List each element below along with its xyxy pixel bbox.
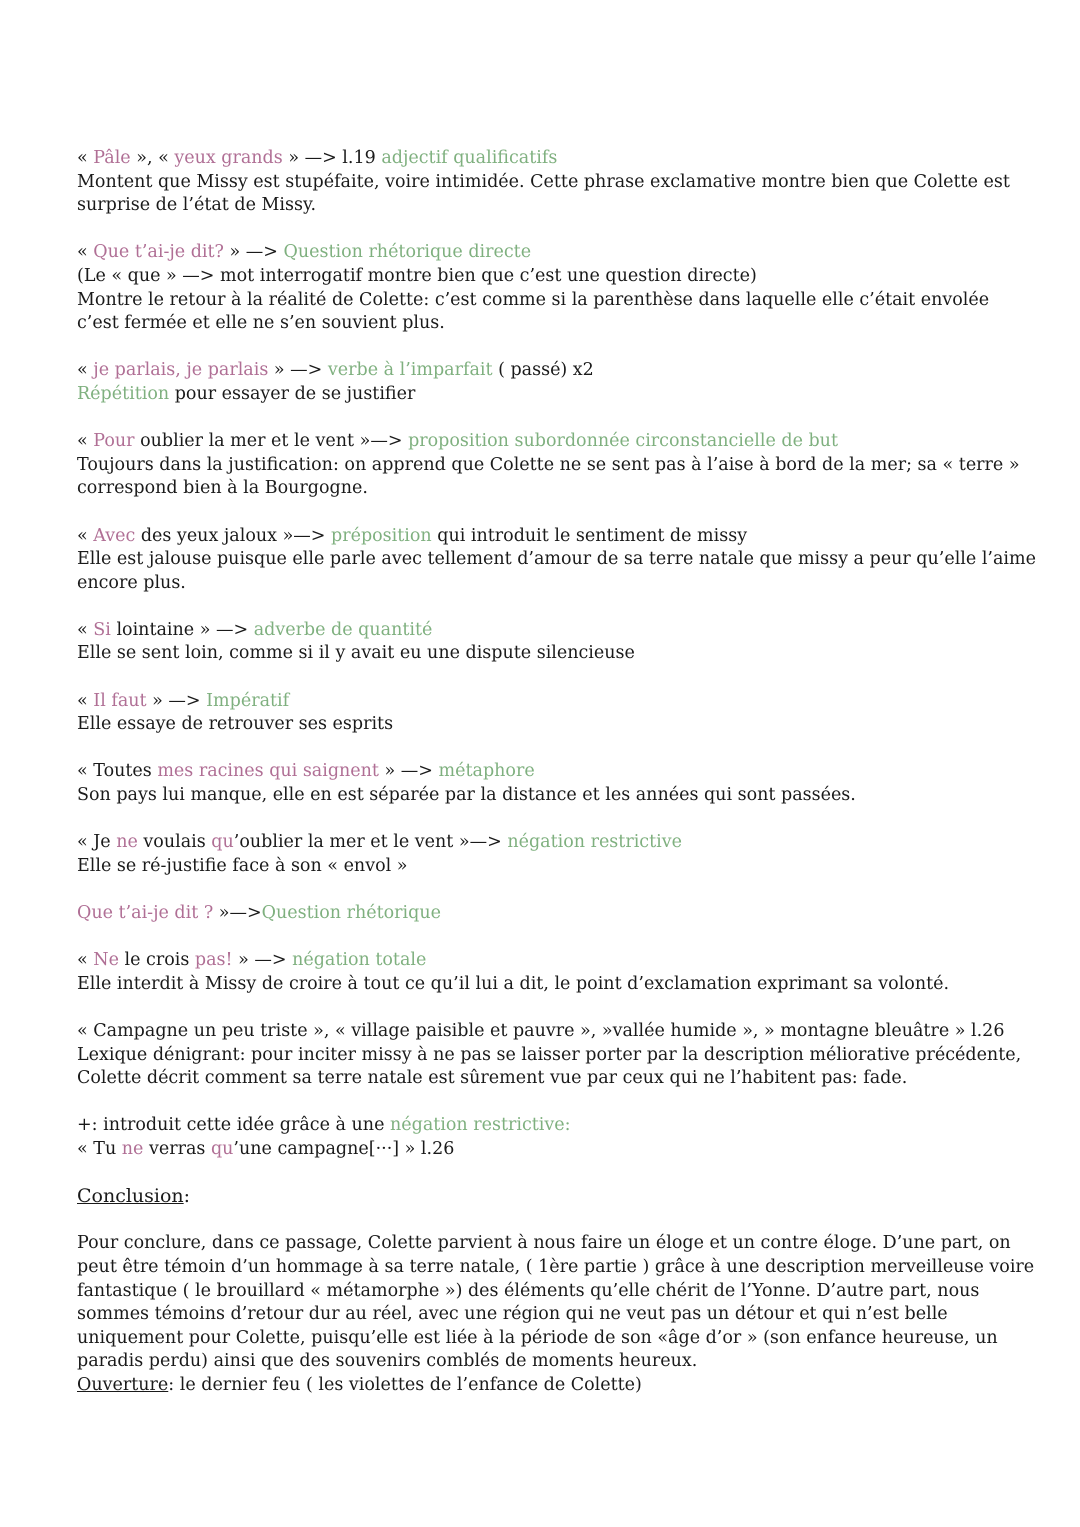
conclusion-title: Conclusion: [77, 1185, 184, 1208]
analysis-block-parlais: [77, 359, 1012, 406]
quote-text: oublier la mer et le vent »—>: [134, 431, 409, 452]
figure-label: préposition: [331, 525, 432, 546]
conclusion-line: Pour conclure, dans ce passage, Colette parvient à nous faire un éloge et un contre éloge. D’une part, on: [77, 1233, 1011, 1254]
explanation-line: Toujours dans la justification: on apprend que Colette ne se sent pas à l’aise à bord de la mer; sa « terre »: [77, 454, 1020, 475]
quote-line: [77, 525, 1012, 549]
figure-label: Impératif: [206, 690, 290, 711]
figure-label: négation totale: [292, 950, 427, 971]
arrow: » —>: [232, 950, 293, 971]
figure-label: adjectif qualificatifs: [381, 148, 558, 168]
quote-line: [77, 241, 1012, 265]
quote-il-faut: Il faut: [93, 690, 147, 711]
conclusion-line: uniquement pour Colette, puisqu’elle est liée à la période de son «âge d’or » (son enfance heureuse, un: [77, 1327, 998, 1348]
quote-mark: «: [77, 950, 94, 971]
explanation-line: Elle se ré-justifie face à son « envol »: [77, 855, 408, 876]
figure-label: proposition subordonnée circonstancielle de but: [408, 431, 838, 452]
quote-line: [77, 949, 1012, 973]
explanation-text: pour essayer de se justifier: [169, 383, 416, 404]
explanation-line: encore plus.: [77, 572, 186, 593]
quote-text: des yeux jaloux »—>: [135, 525, 332, 546]
explanation-line: Colette décrit comment sa terre natale est sûrement vue par ceux qui ne l’habitent pas: fade.: [77, 1068, 908, 1089]
arrow: » —>: [268, 360, 328, 381]
arrow: »—>: [213, 903, 262, 923]
analysis-block-question-2: [77, 902, 1012, 926]
quote-avec: Avec: [93, 525, 136, 546]
explanation-text: +: introduit cette idée grâce à une: [77, 1115, 390, 1136]
quote-mark: «: [77, 242, 94, 263]
quote-line: [77, 359, 1012, 383]
quote-mark: «: [77, 360, 94, 381]
quote-mark: «: [77, 525, 94, 546]
quote-que-tai-je-dit: Que t’ai-je dit ?: [77, 903, 214, 923]
figure-label: Répétition: [77, 383, 170, 404]
figure-label: Question rhétorique: [261, 903, 441, 923]
analysis-block-racines: [77, 760, 1012, 807]
note: ( passé) x2: [492, 360, 594, 381]
explanation-text: qui introduit le sentiment de missy: [431, 525, 748, 546]
ouverture-text: : le dernier feu ( les violettes de l’enfance de Colette): [168, 1374, 642, 1395]
quote-line: [77, 902, 1012, 926]
analysis-block-pour: [77, 430, 1020, 501]
ouverture-line: [77, 1374, 1012, 1398]
figure-label: verbe à l’imparfait: [327, 360, 493, 381]
quote-separator: », «: [130, 148, 175, 168]
arrow: » —>: [378, 761, 439, 782]
quote-line: [77, 831, 1012, 855]
analysis-block-pale: [77, 147, 1012, 218]
conclusion-line: fantastique ( le brouillard « métamorphe ») des éléments qu’elle chérit de l’Yonne. D’autre part, nous: [77, 1280, 980, 1301]
quote-yeux-grands: yeux grands: [174, 148, 283, 168]
arrow: » —>: [146, 690, 207, 711]
negation-ne: Ne: [93, 950, 119, 971]
analysis-block-campagne: [77, 1020, 1022, 1091]
negation-qu: qu: [211, 832, 234, 853]
figure-label: métaphore: [438, 761, 535, 782]
quote-line: « Campagne un peu triste », « village paisible et pauvre », »vallée humide », » montagne bleuâtre » l.26: [77, 1020, 1005, 1041]
quote-line: [77, 760, 1012, 784]
quote-text: voulais: [137, 832, 212, 853]
quote-pour: Pour: [93, 431, 135, 452]
negation-pas: pas!: [194, 950, 233, 971]
quote-mark: «: [77, 431, 94, 452]
quote-je-parlais: je parlais, je parlais: [93, 360, 269, 381]
quote-text: ’une campagne[···] » l.26: [233, 1138, 455, 1159]
conclusion-line: sommes témoins d’retour dur au réel, avec une région qui ne veut pas un détour et qui n’est belle: [77, 1304, 948, 1325]
explanation-line: surprise de l’état de Missy.: [77, 195, 317, 216]
explanation-line: correspond bien à la Bourgogne.: [77, 478, 368, 499]
figure-label: négation restrictive:: [389, 1115, 571, 1136]
explanation-line: (Le « que » —> mot interrogatif montre bien que c’est une question directe): [77, 265, 757, 286]
explanation-line: [77, 383, 1012, 407]
quote-mark: «: [77, 148, 94, 168]
quote-line: [77, 690, 1012, 714]
explanation-line: Montent que Missy est stupéfaite, voire intimidée. Cette phrase exclamative montre bien que Colette est: [77, 171, 1010, 192]
quote-text: le crois: [118, 950, 195, 971]
analysis-block-addition: [77, 1114, 1012, 1161]
quote-line: [77, 1138, 1012, 1162]
negation-qu: qu: [210, 1138, 234, 1159]
explanation-line: Son pays lui manque, elle en est séparée par la distance et les années qui sont passées.: [77, 785, 856, 806]
quote-line: [77, 619, 1012, 643]
conclusion-line: paradis perdu) ainsi que des souvenirs comblés de moments heureux.: [77, 1351, 698, 1372]
quote-text: « Toutes: [77, 761, 158, 782]
analysis-block-si: [77, 619, 1012, 666]
quote-text: verras: [143, 1138, 211, 1159]
arrow: » —>: [223, 242, 284, 263]
explanation-line: Elle est jalouse puisque elle parle avec tellement d’amour de sa terre natale que missy a peur qu’elle l’aime: [77, 549, 1036, 570]
quote-mark: «: [77, 619, 94, 640]
explanation-line: [77, 1114, 1012, 1138]
quote-text: « Tu: [77, 1138, 122, 1159]
quote-racines: mes racines qui saignent: [157, 761, 379, 782]
conclusion-colon: :: [183, 1185, 191, 1208]
document-page: [77, 147, 1036, 1397]
explanation-line: Montre le retour à la réalité de Colette: c’est comme si la parenthèse dans laquelle elle c’était envolée: [77, 289, 990, 310]
explanation-line: c’est fermée et elle ne s’en souvient plus.: [77, 313, 445, 334]
quote-mark: «: [77, 690, 94, 711]
quote-text: « Je: [77, 832, 117, 853]
quote-text: ’oublier la mer et le vent »—>: [233, 832, 508, 853]
quote-que-tai-je-dit: Que t’ai-je dit?: [93, 242, 224, 263]
conclusion-line: peut être témoin d’un hommage à sa terre natale, ( 1ère partie ) grâce à une description merveilleuse voire: [77, 1256, 1035, 1277]
quote-text: lointaine » —>: [110, 619, 254, 640]
analysis-block-question: [77, 241, 1012, 335]
analysis-block-je-ne-voulais: [77, 831, 1012, 878]
figure-label: négation restrictive: [507, 832, 682, 853]
figure-label: Question rhétorique directe: [283, 242, 532, 263]
negation-ne: ne: [121, 1138, 144, 1159]
quote-si: Si: [93, 619, 111, 640]
negation-ne: ne: [116, 832, 138, 853]
analysis-block-il-faut: [77, 690, 1012, 737]
ouverture-label: Ouverture: [77, 1374, 169, 1395]
explanation-line: Elle se sent loin, comme si il y avait eu une dispute silencieuse: [77, 643, 635, 664]
explanation-line: Elle essaye de retrouver ses esprits: [77, 714, 394, 735]
explanation-line: Elle interdit à Missy de croire à tout ce qu’il lui a dit, le point d’exclamation exprimant sa volonté.: [77, 973, 950, 994]
quote-line: [77, 430, 1012, 454]
figure-label: adverbe de quantité: [253, 619, 433, 640]
conclusion-heading: [77, 1185, 1012, 1209]
quote-pale: Pâle: [93, 148, 131, 168]
arrow-reference: » —> l.19: [282, 148, 382, 168]
quote-line: [77, 147, 1012, 171]
analysis-block-avec: [77, 525, 1036, 596]
analysis-block-ne-le-crois: [77, 949, 1012, 996]
conclusion-paragraph: [77, 1232, 1035, 1397]
explanation-line: Lexique dénigrant: pour inciter missy à ne pas se laisser porter par la description méliorative précédente,: [77, 1044, 1022, 1065]
